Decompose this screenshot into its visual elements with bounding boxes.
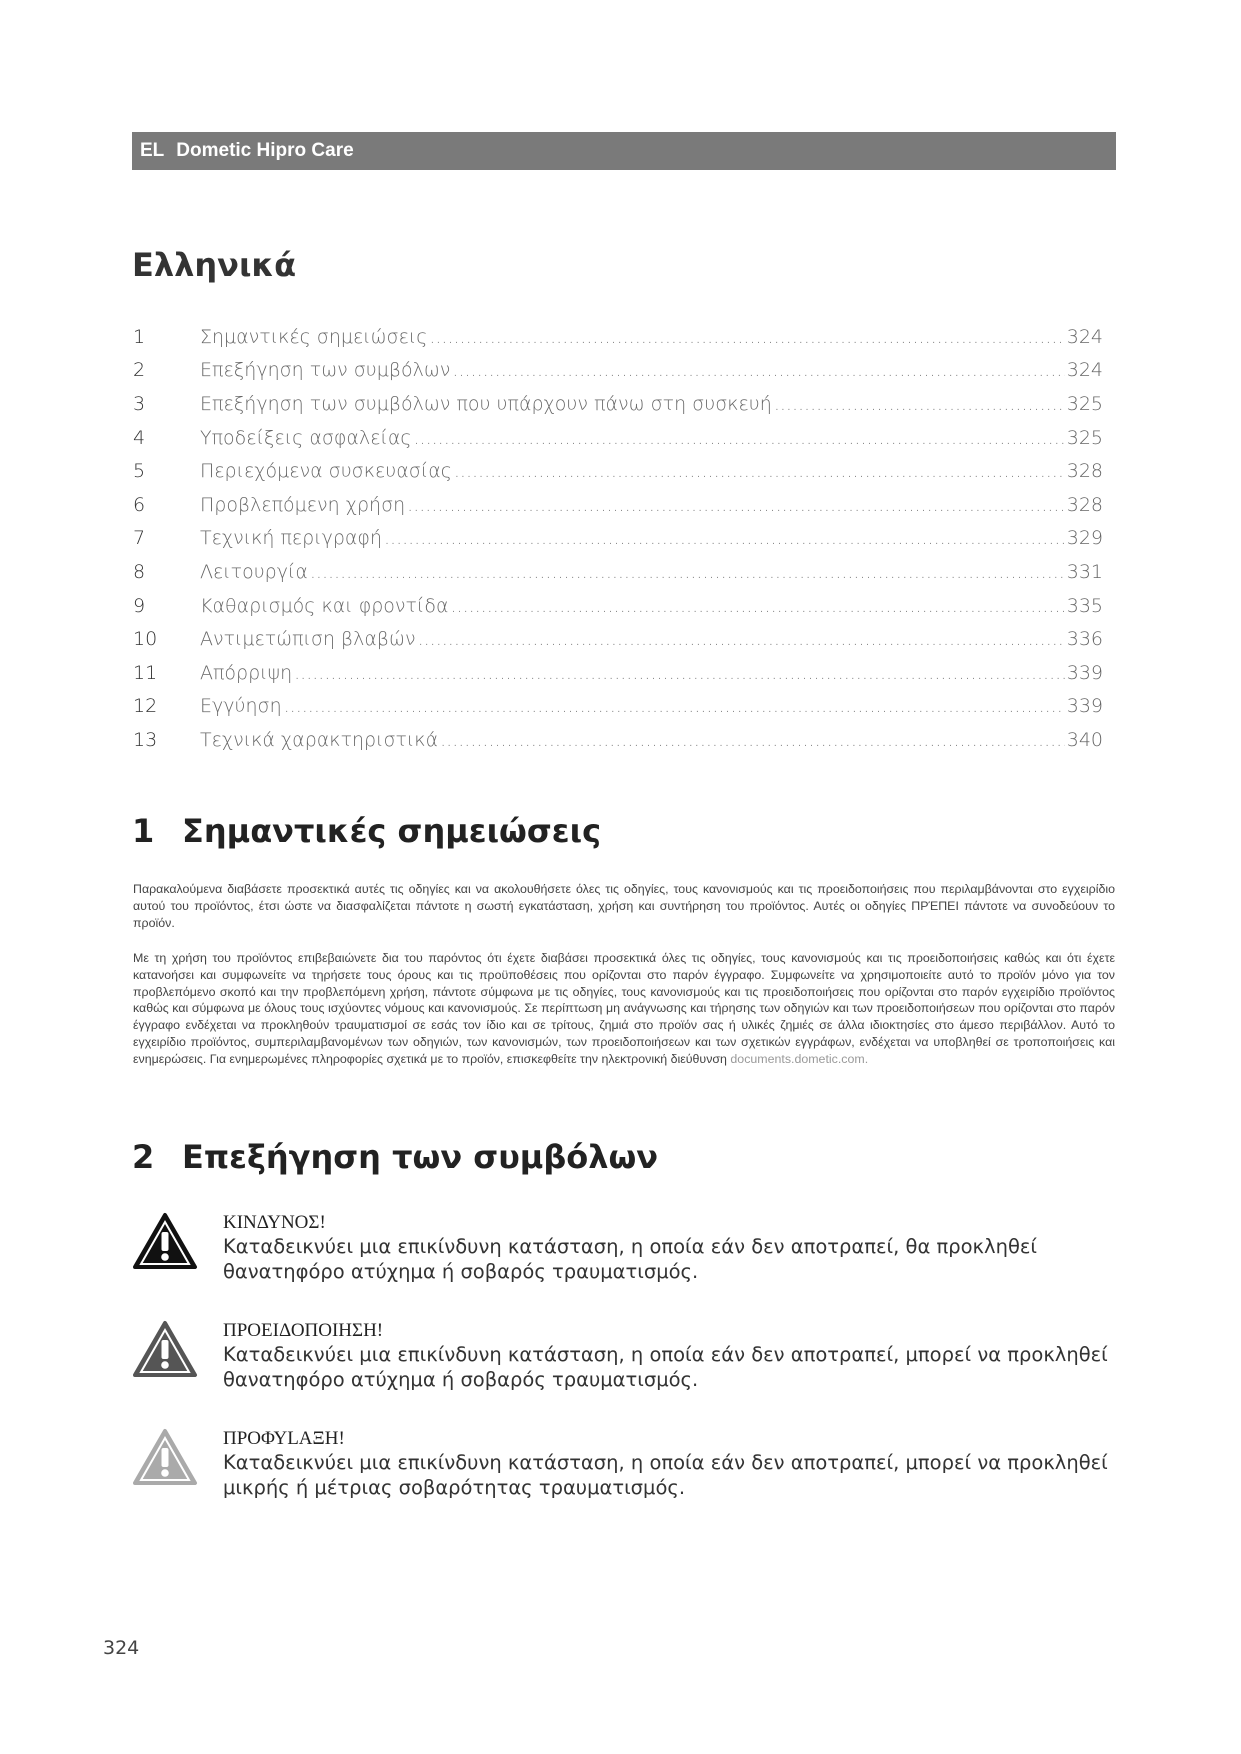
toc-number: 8 — [133, 560, 146, 583]
toc-label: Περιεχόμενα συσκευασίας — [200, 460, 452, 483]
paragraph-text: Με τη χρήση του προϊόντος επιβεβαιώνετε δια του παρόντος ότι έχετε διαβάσει προσεκτικά όλες τις οδηγίες, τους κανονισμούς και τις προειδοποιήσεις καθώς και ότι έχετε κατανοήσει και συμφωνείτε να τηρήσετε τους όρους και τις προϋποθέσεις που ορίζονται στο παρόν έγγραφο. Συμφωνείτε να χρησιμοποιείτε αυτό το προϊόν μόνο για τον προβλεπόμενο σκοπό και την προβλεπόμενη χρήση, πάντοτε σύμφωνα με τις οδηγίες, τους κανονισμούς και τις προειδοποιήσεις που ορίζονται στο παρόν εγχειρίδιο προϊόντος καθώς και σύμφωνα με όλους τους ισχύοντες νόμους και κανονισμούς. Σε περίπτωση μη ανάγνωσης και τήρησης των οδηγιών και των προειδοποιήσεων που ορίζονται στο παρόν έγγραφο ενδέχεται να προκληθούν τραυματισμοί σε εσάς τον ίδιο και σε τρίτους, ζημιά στο προϊόν σας ή υλικές ζημιές σε άλλα ιδιοκτησίες στο άμεσο περιβάλλον. Αυτό το εγχειρίδιο προϊόντος, συμπεριλαμβανομένων των οδηγιών, των κανονισμών, των προειδοποιήσεων και των σχετικών εγγράφων, ενδέχεται να υποβληθεί σε τροποποιήσεις και ενημερώσεις. Για ενημερωμένες πληροφορίες σχετικά με το προϊόν, επισκεφθείτε την ηλεκτρονική διεύθυνση — [133, 951, 1115, 1066]
warning-text: Καταδεικνύει μια επικίνδυνη κατάσταση, η οποία εάν δεν αποτραπεί, μπορεί να προκληθεί μικρής ή μέτριας σοβαρότητας τραυματισμός. — [223, 1451, 1108, 1499]
toc-number: 10 — [133, 628, 158, 651]
toc-number: 3 — [133, 392, 146, 415]
toc-number: 12 — [133, 695, 158, 718]
warning-title: ΠΡΟΕΙΔΟΠΟΙΗΣΗ! — [223, 1320, 384, 1341]
toc-number: 4 — [133, 426, 146, 449]
toc-page: 336 — [1066, 628, 1103, 651]
toc-entry[interactable] — [133, 454, 1103, 488]
toc-label: Σημαντικές σημειώσεις — [200, 325, 428, 348]
toc-leader-dots — [284, 695, 1065, 717]
toc-page: 324 — [1066, 359, 1103, 382]
product-name: Dometic Hipro Care — [176, 140, 354, 161]
toc-page: 328 — [1066, 493, 1103, 516]
toc-leader-dots — [407, 494, 1065, 516]
paragraph-1: Παρακαλούμενα διαβάσετε προσεκτικά αυτές τις οδηγίες και να ακολουθήσετε όλες τις οδηγίες, τους κανονισμούς και τις προειδοποιήσεις που περιλαμβάνονται στο εγχειρίδιο αυτού του προϊόντος, έτσι ώστε να διασφαλίζεται πάντοτε η σωστή εγκατάσταση, χρήση και συντήρηση του προϊόντος. Αυτές οι οδηγίες ΠΡΈΠΕΙ πάντοτε να συνοδεύουν το προϊόν. — [133, 882, 1115, 930]
paragraph-2 — [133, 950, 1115, 1068]
toc-label: Λειτουργία — [200, 560, 308, 583]
toc-page: 329 — [1066, 527, 1103, 550]
toc-leader-dots — [294, 662, 1065, 684]
toc-page: 331 — [1066, 560, 1103, 583]
toc-label: Τεχνικά χαρακτηριστικά — [200, 728, 439, 751]
header-bar — [132, 132, 1116, 170]
toc-entry[interactable] — [133, 589, 1103, 623]
toc-label: Επεξήγηση των συμβόλων — [200, 359, 451, 382]
toc-entry[interactable] — [133, 354, 1103, 388]
warning-icon — [132, 1320, 198, 1378]
warning-text: Καταδεικνύει μια επικίνδυνη κατάσταση, η οποία εάν δεν αποτραπεί, μπορεί να προκληθεί θανατηφόρο ατύχημα ή σοβαρός τραυματισμός. — [223, 1343, 1108, 1391]
toc-label: Τεχνική περιγραφή — [200, 527, 382, 550]
toc-label: Αντιμετώπιση βλαβών — [200, 628, 416, 651]
toc-page: 325 — [1066, 426, 1103, 449]
section-number: 1 — [132, 812, 155, 850]
toc-leader-dots — [429, 326, 1064, 348]
toc-label: Καθαρισμός και φροντίδα — [200, 594, 449, 617]
page-number: 324 — [103, 1637, 140, 1659]
toc-label: Επεξήγηση των συμβόλων που υπάρχουν πάνω στη συσκευή — [200, 392, 772, 415]
warning-title: ΚΙΝΔΥΝΟΣ! — [223, 1212, 326, 1233]
toc-entry[interactable] — [133, 656, 1103, 690]
toc-page: 325 — [1066, 392, 1103, 415]
toc-entry[interactable] — [133, 421, 1103, 455]
toc-leader-dots — [414, 427, 1065, 449]
toc-leader-dots — [454, 460, 1065, 482]
toc-label: Υποδείξεις ασφαλείας — [200, 426, 412, 449]
section-title: Σημαντικές σημειώσεις — [182, 812, 602, 850]
toc-page: 339 — [1066, 661, 1103, 684]
section-2-heading — [132, 1138, 658, 1176]
toc-leader-dots — [450, 595, 1064, 617]
toc-leader-dots — [440, 729, 1065, 751]
toc-label: Απόρριψη — [200, 661, 293, 684]
toc-page: 328 — [1066, 460, 1103, 483]
section-number: 2 — [132, 1138, 155, 1176]
toc-leader-dots — [452, 359, 1064, 381]
toc-entry[interactable] — [133, 320, 1103, 354]
section-title: Επεξήγηση των συμβόλων — [182, 1138, 659, 1176]
toc-label: Προβλεπόμενη χρήση — [200, 493, 406, 516]
toc-number: 6 — [133, 493, 146, 516]
page-title: Ελληνικά — [132, 246, 297, 284]
toc-entry[interactable] — [133, 622, 1103, 656]
toc-leader-dots — [310, 561, 1065, 583]
toc-number: 13 — [133, 728, 158, 751]
danger-icon — [132, 1212, 198, 1270]
toc-leader-dots — [384, 527, 1065, 549]
website-link[interactable]: documents.dometic.com. — [730, 1051, 869, 1066]
toc-leader-dots — [774, 393, 1065, 415]
toc-entry[interactable] — [133, 555, 1103, 589]
toc-number: 11 — [133, 661, 158, 684]
toc-number: 1 — [133, 325, 146, 348]
toc-entry[interactable] — [133, 488, 1103, 522]
warning-title: ΠΡΟΦΥLΑΞΗ! — [223, 1428, 345, 1449]
warning-text: Καταδεικνύει μια επικίνδυνη κατάσταση, η οποία εάν δεν αποτραπεί, θα προκληθεί θανατηφόρο ατύχημα ή σοβαρός τραυματισμός. — [223, 1235, 1038, 1283]
toc-number: 7 — [133, 527, 146, 550]
table-of-contents — [133, 320, 1103, 757]
toc-page: 324 — [1066, 325, 1103, 348]
toc-entry[interactable] — [133, 723, 1103, 757]
toc-leader-dots — [418, 628, 1065, 650]
toc-entry[interactable] — [133, 522, 1103, 556]
toc-entry[interactable] — [133, 690, 1103, 724]
toc-number: 9 — [133, 594, 146, 617]
toc-entry[interactable] — [133, 387, 1103, 421]
language-code: EL — [140, 140, 165, 161]
toc-page: 340 — [1066, 728, 1103, 751]
toc-page: 339 — [1066, 695, 1103, 718]
toc-number: 2 — [133, 359, 146, 382]
toc-number: 5 — [133, 460, 146, 483]
caution-icon — [132, 1428, 198, 1486]
toc-label: Εγγύηση — [200, 695, 282, 718]
section-1-heading — [132, 812, 601, 850]
toc-page: 335 — [1066, 594, 1103, 617]
